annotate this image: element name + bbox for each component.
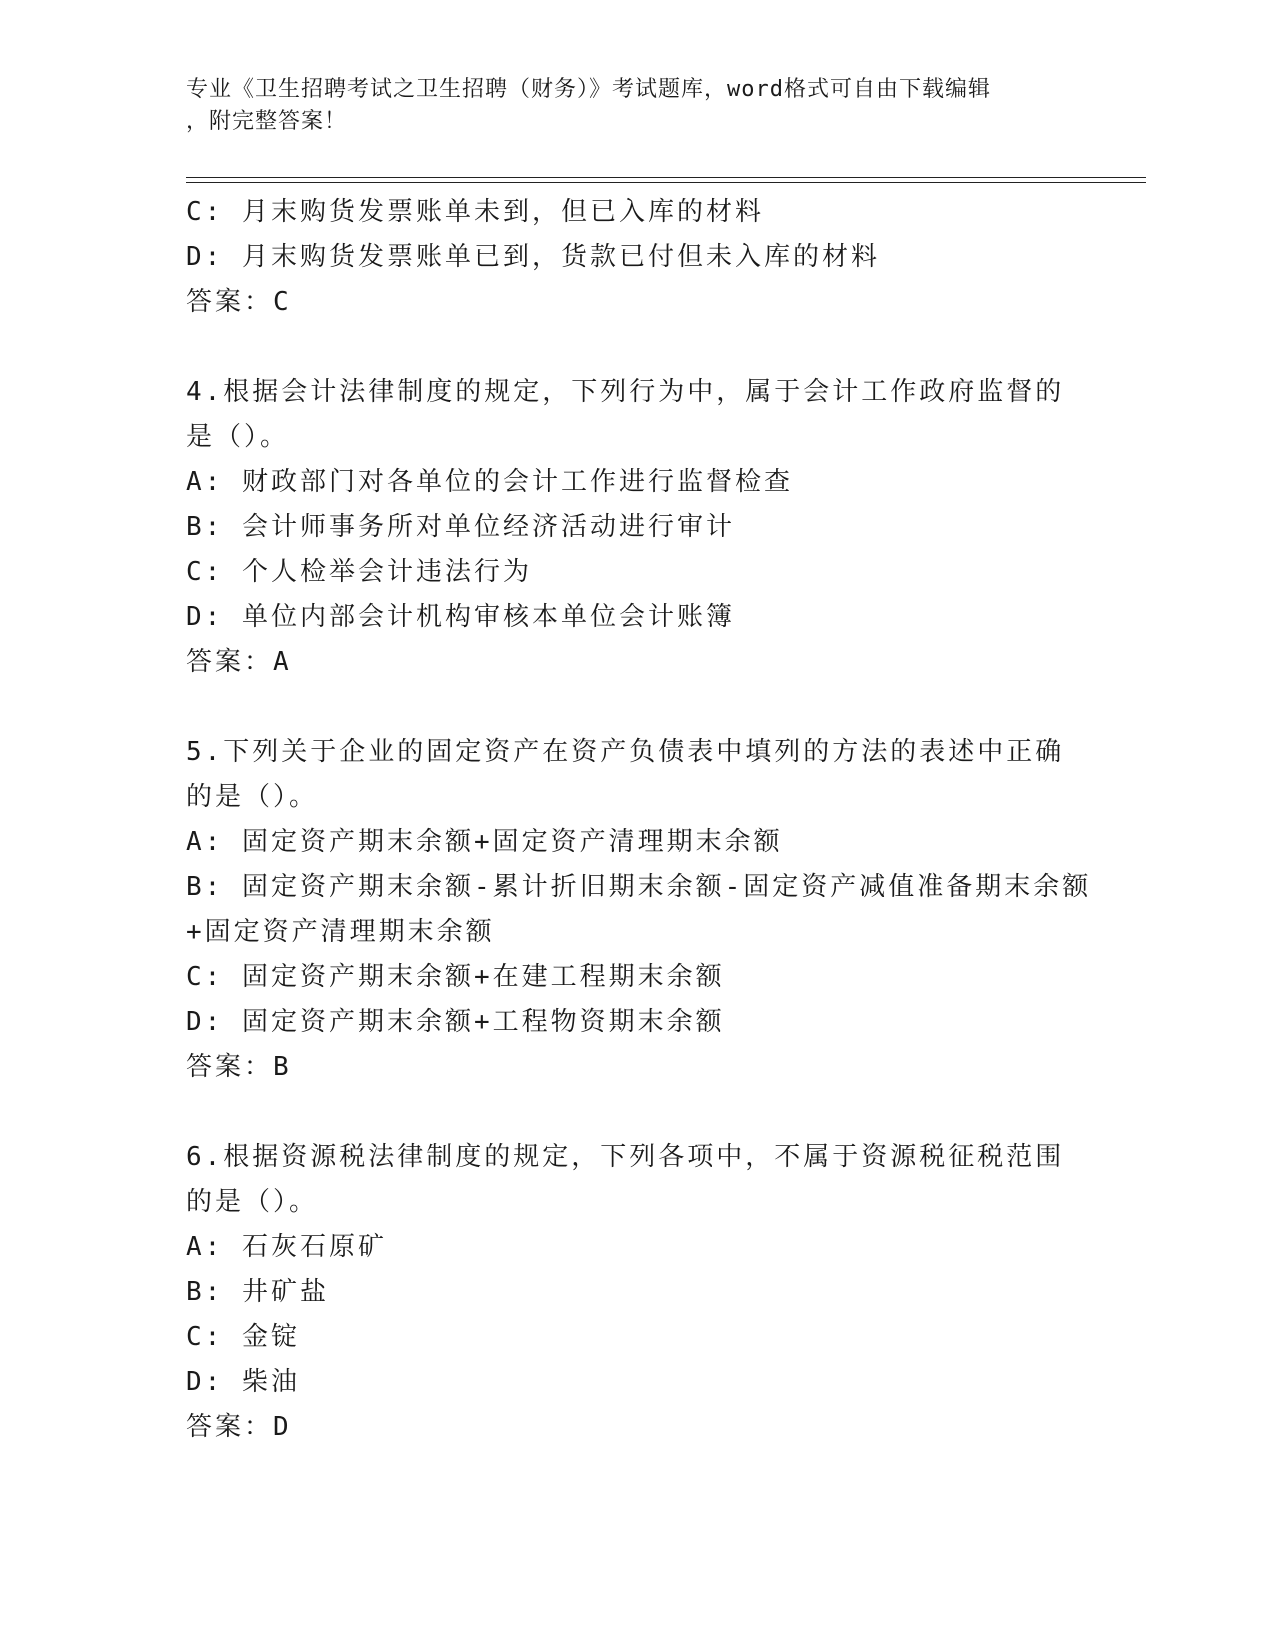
option-d: D: 固定资产期末余额+工程物资期末余额 (186, 1007, 725, 1037)
option-c: C: 金锭 (186, 1322, 300, 1352)
option-c: C: 月末购货发票账单未到，但已入库的材料 (186, 197, 764, 227)
spacer (186, 685, 1086, 730)
spacer (186, 325, 1086, 370)
option-d: D: 单位内部会计机构审核本单位会计账簿 (186, 602, 735, 632)
option-d: D: 柴油 (186, 1367, 300, 1397)
question-6 (186, 1135, 1086, 1450)
header-divider-top (186, 177, 1146, 178)
option-a: A: 固定资产期末余额+固定资产清理期末余额 (186, 827, 783, 857)
question-list (186, 190, 1092, 1450)
header-line-2: ，附完整答案！ (186, 109, 348, 134)
option-d: D: 月末购货发票账单已到，货款已付但未入库的材料 (186, 242, 880, 272)
option-b: B: 井矿盐 (186, 1277, 329, 1307)
option-c: C: 个人检举会计违法行为 (186, 557, 532, 587)
question-stem: 5.下列关于企业的固定资产在资产负债表中填列的方法的表述中正确 (186, 737, 1065, 767)
question-5 (186, 730, 1092, 1090)
question-stem-continued: 的是（）。 (186, 1187, 319, 1217)
spacer (186, 1090, 1086, 1135)
option-b-continued: +固定资产清理期末余额 (186, 917, 495, 947)
option-a: A: 石灰石原矿 (186, 1232, 387, 1262)
question-stem-continued: 是（）。 (186, 422, 290, 452)
question-4 (186, 370, 1086, 685)
document-header (186, 74, 1066, 138)
option-c: C: 固定资产期末余额+在建工程期末余额 (186, 962, 725, 992)
header-line-1: 专业《卫生招聘考试之卫生招聘（财务）》考试题库，word格式可自由下载编辑 (186, 77, 991, 102)
answer: 答案：A (186, 647, 292, 677)
header-divider-bottom (186, 182, 1146, 183)
option-b: B: 会计师事务所对单位经济活动进行审计 (186, 512, 735, 542)
question-stem: 6.根据资源税法律制度的规定，下列各项中，不属于资源税征税范围 (186, 1142, 1065, 1172)
question-stem: 4.根据会计法律制度的规定，下列行为中，属于会计工作政府监督的 (186, 377, 1065, 407)
answer: 答案：C (186, 287, 292, 317)
answer: 答案：B (186, 1052, 292, 1082)
answer: 答案：D (186, 1412, 292, 1442)
option-b: B: 固定资产期末余额-累计折旧期末余额-固定资产减值准备期末余额 (186, 872, 1092, 902)
question-3 (186, 190, 1086, 325)
question-stem-continued: 的是（）。 (186, 782, 319, 812)
option-a: A: 财政部门对各单位的会计工作进行监督检查 (186, 467, 793, 497)
